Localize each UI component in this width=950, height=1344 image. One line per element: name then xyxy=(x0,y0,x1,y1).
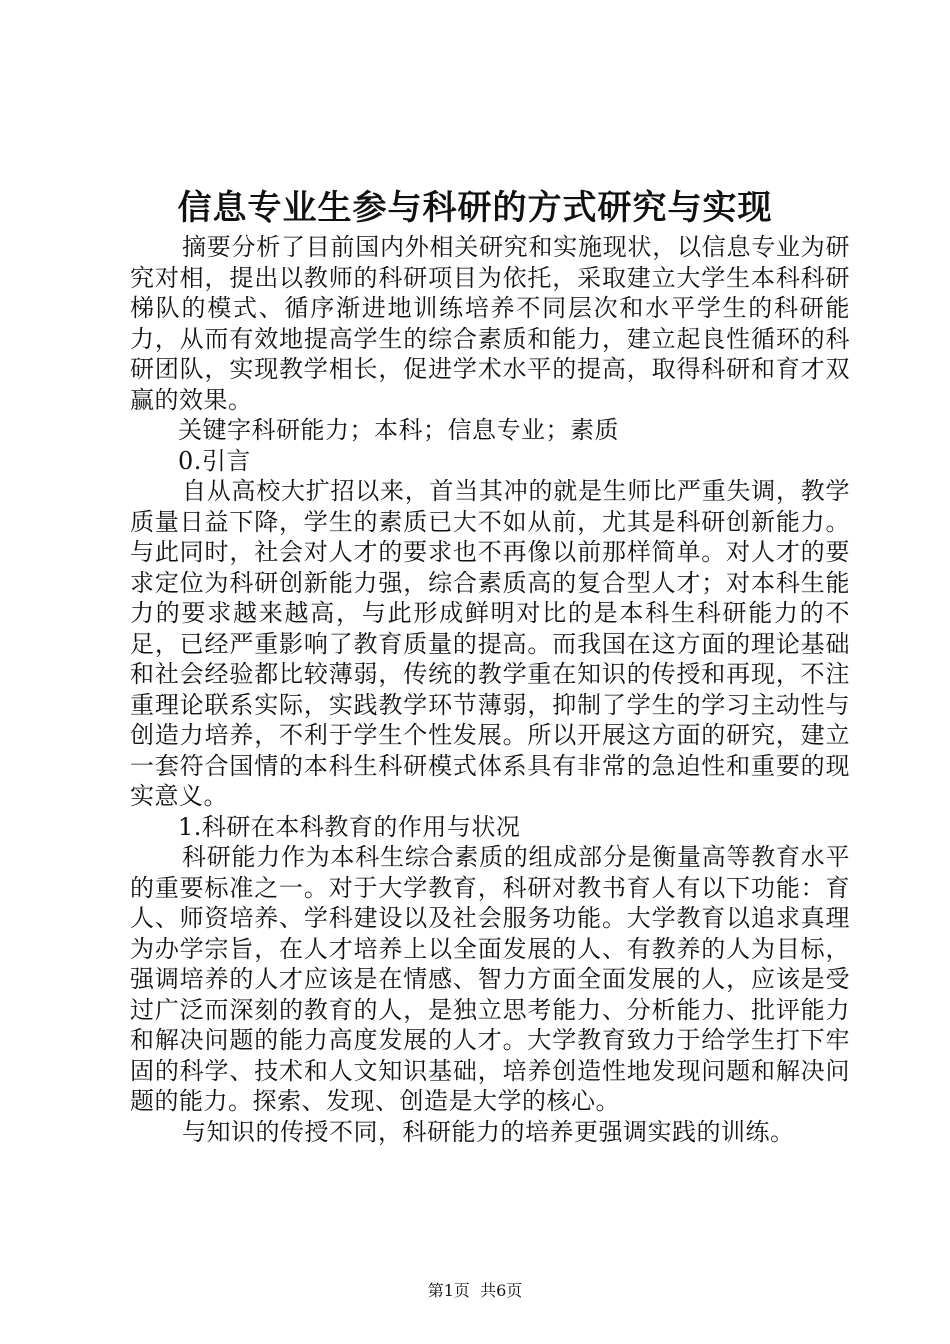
introduction-paragraph: 自从高校大扩招以来，首当其冲的就是生师比严重失调，教学质量日益下降，学生的素质已大不如从前，尤其是科研创新能力。与此同时，社会对人才的要求也不再像以前那样简单。对人才的要求定位为科研创新能力强，综合素质高的复合型人才；对本科生能力的要求越来越高，与此形成鲜明对比的是本科生科研能力的不足，已经严重影响了教育质量的提高。而我国在这方面的理论基础和社会经验都比较薄弱，传统的教学重在知识的传授和再现，不注重理论联系实际，实践教学环节薄弱，抑制了学生的学习主动性与创造力培养，不利于学生个性发展。所以开展这方面的研究，建立一套符合国情的本科生科研模式体系具有非常的急迫性和重要的现实意义。 xyxy=(130,477,850,810)
abstract-paragraph: 摘要分析了目前国内外相关研究和实施现状，以信息专业为研究对相，提出以教师的科研项目为依托，采取建立大学生本科科研梯队的模式、循序渐进地训练培养不同层次和水平学生的科研能力，从而有效地提高学生的综合素质和能力，建立起良性循环的科研团队，实现教学相长，促进学术水平的提高，取得科研和育才双赢的效果。 xyxy=(130,233,850,414)
section-heading-introduction: 0.引言 xyxy=(178,446,251,475)
page-total: 共6页 xyxy=(480,1281,523,1300)
keywords-line: 关键字科研能力；本科；信息专业；素质 xyxy=(178,416,619,444)
document-body xyxy=(130,232,850,1147)
section1-paragraph-2: 与知识的传授不同，科研能力的培养更强调实践的训练。 xyxy=(182,1117,795,1146)
page-number: 第1页 xyxy=(427,1281,470,1300)
section-heading-1: 1.科研在本科教育的作用与状况 xyxy=(178,812,521,841)
document-title: 信息专业生参与科研的方式研究与实现 xyxy=(177,188,773,228)
page-footer xyxy=(0,1281,950,1301)
section1-paragraph: 科研能力作为本科生综合素质的组成部分是衡量高等教育水平的重要标准之一。对于大学教育，科研对教书育人有以下功能：育人、师资培养、学科建设以及社会服务功能。大学教育以追求真理为办学宗旨，在人才培养上以全面发展的人、有教养的人为目标，强调培养的人才应该是在情感、智力方面全面发展的人，应该是受过广泛而深刻的教育的人，是独立思考能力、分析能力、批评能力和解决问题的能力高度发展的人才。大学教育致力于给学生打下牢固的科学、技术和人文知识基础，培养创造性地发现问题和解决问题的能力。探索、发现、创造是大学的核心。 xyxy=(130,843,850,1115)
